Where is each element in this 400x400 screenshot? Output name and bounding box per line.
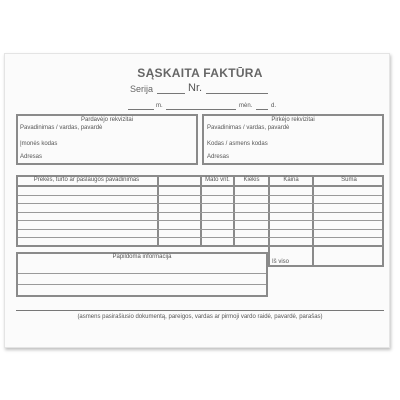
table-row[interactable] bbox=[18, 195, 382, 196]
buyer-address-label: Adresas bbox=[207, 154, 230, 160]
seller-code-label: Įmonės kodas bbox=[20, 141, 58, 147]
day-field[interactable] bbox=[256, 109, 268, 110]
invoice-title: SĄSKAITA FAKTŪRA bbox=[137, 66, 263, 80]
header-unit: Mato vnt. bbox=[205, 177, 230, 183]
table-row[interactable] bbox=[18, 212, 382, 213]
buyer-name-label: Pavadinimas / vardas, pavardė bbox=[207, 125, 290, 131]
additional-info-line[interactable] bbox=[18, 273, 266, 274]
seller-address-label: Adresas bbox=[20, 154, 43, 160]
series-field[interactable] bbox=[157, 93, 185, 94]
header-item-name: Prekės, turto ar paslaugos pavadinimas bbox=[33, 177, 140, 183]
number-field[interactable] bbox=[206, 93, 268, 94]
series-label: Serija bbox=[130, 84, 154, 94]
table-row[interactable] bbox=[18, 203, 382, 204]
number-label: Nr. bbox=[188, 82, 203, 94]
year-field[interactable] bbox=[128, 109, 154, 110]
header-quantity: Kiekis bbox=[243, 177, 260, 183]
header-sum: Suma bbox=[341, 177, 357, 183]
table-row[interactable] bbox=[18, 237, 382, 238]
month-suffix: mėn. bbox=[239, 103, 253, 109]
total-label: Iš viso bbox=[272, 259, 290, 265]
month-field[interactable] bbox=[166, 109, 236, 110]
day-suffix: d. bbox=[271, 103, 277, 109]
additional-info-label: Papildoma informacija bbox=[112, 254, 172, 260]
year-suffix: m. bbox=[156, 103, 163, 109]
table-row[interactable] bbox=[18, 220, 382, 221]
buyer-code-label: Kodas / asmens kodas bbox=[207, 141, 268, 147]
buyer-heading: Pirkėjo rekvizitai bbox=[271, 117, 315, 123]
total-divider bbox=[312, 247, 314, 267]
table-row[interactable] bbox=[18, 229, 382, 230]
signature-line[interactable] bbox=[16, 310, 384, 311]
seller-name-label: Pavadinimas / vardas, pavardė bbox=[20, 125, 103, 131]
additional-info-line[interactable] bbox=[18, 284, 266, 285]
seller-heading: Pardavėjo rekvizitai bbox=[80, 117, 134, 123]
signature-caption: (asmens pasirašiusio dokumentą, pareigos, vardas ar pirmoji vardo raidė, pavardė, parašas) bbox=[77, 314, 323, 320]
header-price: Kaina bbox=[283, 177, 299, 183]
